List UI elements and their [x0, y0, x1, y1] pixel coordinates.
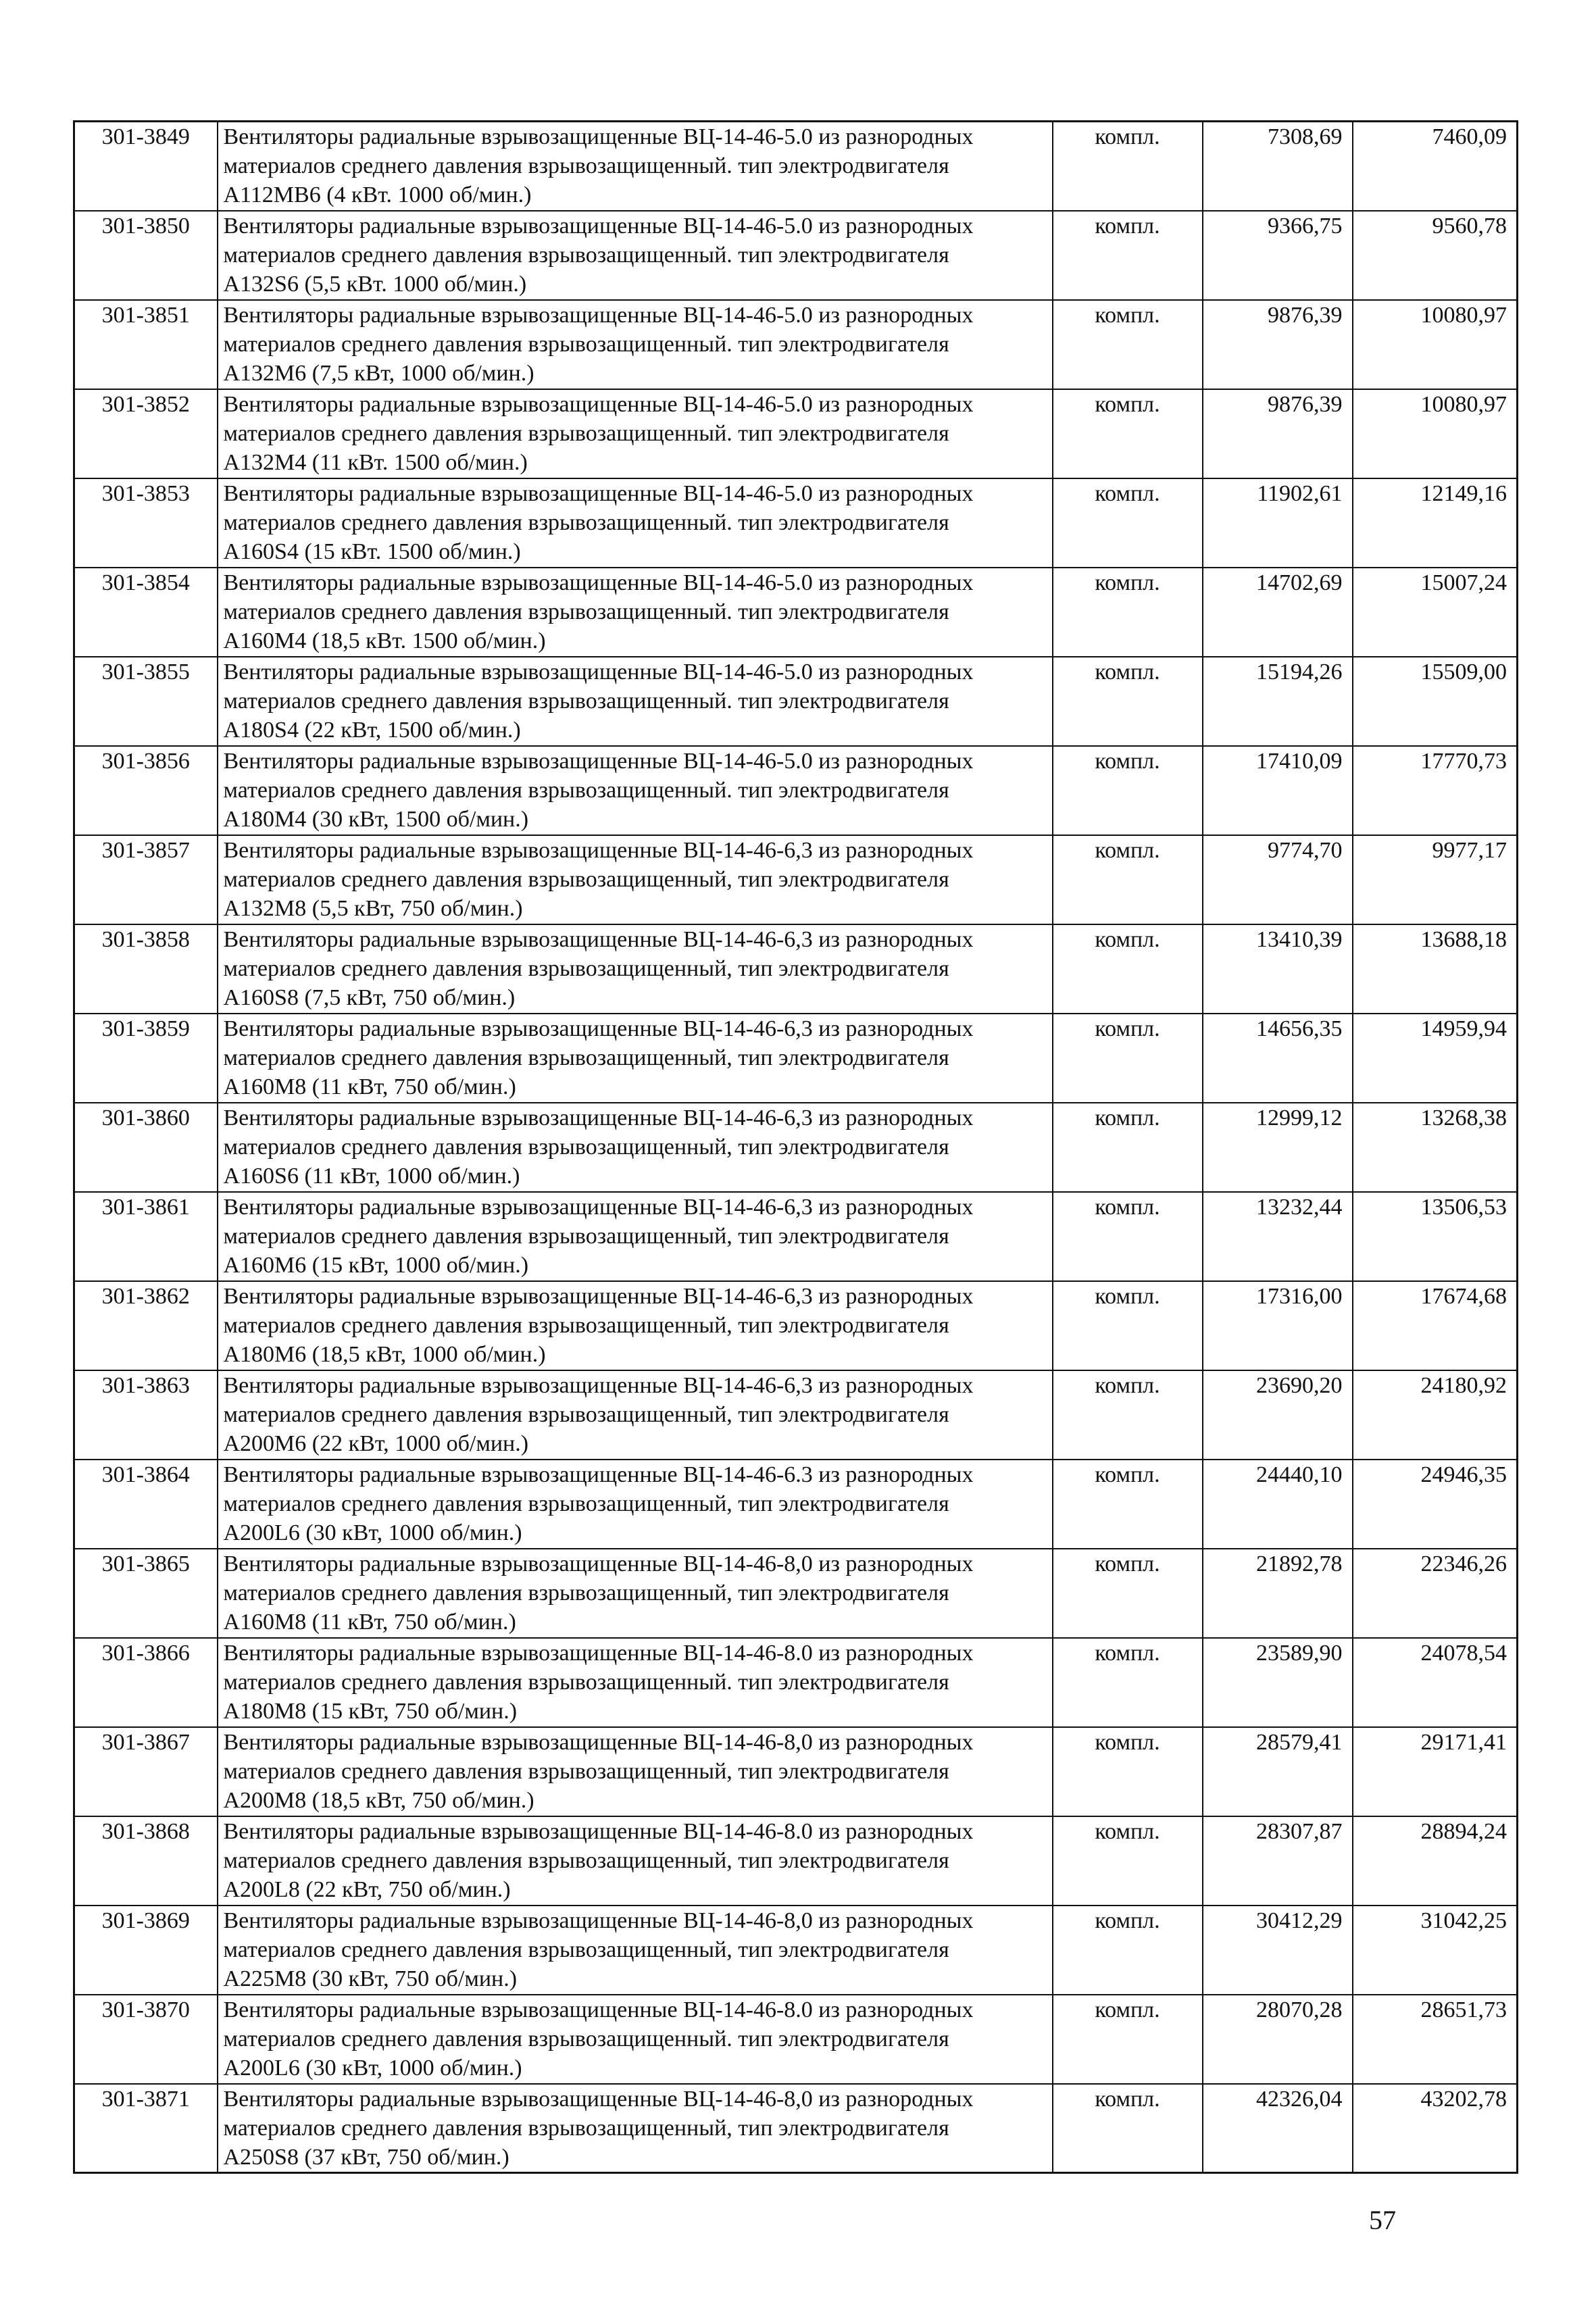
table-row [74, 835, 1518, 924]
unit-cell: компл. [1053, 389, 1203, 478]
description-line: Вентиляторы радиальные взрывозащищенные ВЦ-14-46-5.0 из разнородных [223, 748, 974, 774]
price-cell: 43202,78 [1353, 2084, 1518, 2173]
unit-cell: компл. [1053, 122, 1203, 211]
description-line: Вентиляторы радиальные взрывозащищенные ВЦ-14-46-5.0 из разнородных [223, 302, 974, 328]
description-line: Вентиляторы радиальные взрывозащищенные ВЦ-14-46-5.0 из разнородных [223, 570, 974, 595]
price-cell: 29171,41 [1353, 1727, 1518, 1816]
unit-cell: компл. [1053, 1192, 1203, 1281]
price-cell: 17674,68 [1353, 1281, 1518, 1370]
description-line: А160S8 (7,5 кВт, 750 об/мин.) [223, 985, 516, 1010]
unit-cell: компл. [1053, 1638, 1203, 1727]
price-cell: 24946,35 [1353, 1460, 1518, 1549]
page-number: 57 [1369, 2205, 1396, 2235]
price-cell: 14656,35 [1203, 1014, 1353, 1103]
description-line: А200L6 (30 кВт, 1000 об/мин.) [223, 1520, 522, 1545]
description-line: А112МВ6 (4 кВт. 1000 об/мин.) [223, 182, 532, 207]
item-description-cell [218, 1192, 1053, 1281]
item-code-cell: 301-3870 [74, 1995, 218, 2084]
price-cell: 24180,92 [1353, 1370, 1518, 1460]
unit-cell: компл. [1053, 1370, 1203, 1460]
item-code-cell: 301-3865 [74, 1549, 218, 1638]
description-line: А132S6 (5,5 кВт. 1000 об/мин.) [223, 271, 527, 297]
description-line: Вентиляторы радиальные взрывозащищенные ВЦ-14-46-8,0 из разнородных [223, 1729, 974, 1755]
item-description-cell [218, 1460, 1053, 1549]
price-cell: 23690,20 [1203, 1370, 1353, 1460]
table-row [74, 1281, 1518, 1370]
item-description-cell [218, 122, 1053, 211]
table-row [74, 924, 1518, 1014]
description-line: Вентиляторы радиальные взрывозащищенные ВЦ-14-46-6,3 из разнородных [223, 1372, 974, 1398]
item-code-cell: 301-3859 [74, 1014, 218, 1103]
description-line: А180М4 (30 кВт, 1500 об/мин.) [223, 806, 529, 832]
description-line: материалов среднего давления взрывозащищенный, тип электродвигателя [223, 1937, 949, 1962]
description-line: материалов среднего давления взрывозащищенный. тип электродвигателя [223, 420, 949, 446]
price-cell: 9774,70 [1203, 835, 1353, 924]
price-cell: 24440,10 [1203, 1460, 1353, 1549]
description-line: А180S4 (22 кВт, 1500 об/мин.) [223, 717, 521, 743]
unit-cell: компл. [1053, 1995, 1203, 2084]
description-line: Вентиляторы радиальные взрывозащищенные ВЦ-14-46-8.0 из разнородных [223, 1997, 974, 2022]
item-description-cell [218, 835, 1053, 924]
price-cell: 42326,04 [1203, 2084, 1353, 2173]
table-row [74, 1816, 1518, 1906]
description-line: А180М8 (15 кВт, 750 об/мин.) [223, 1698, 518, 1724]
description-line: А160М4 (18,5 кВт. 1500 об/мин.) [223, 628, 546, 653]
table-row [74, 746, 1518, 835]
item-code-cell: 301-3852 [74, 389, 218, 478]
description-line: Вентиляторы радиальные взрывозащищенные ВЦ-14-46-6,3 из разнородных [223, 1194, 974, 1220]
description-line: Вентиляторы радиальные взрывозащищенные ВЦ-14-46-6,3 из разнородных [223, 837, 974, 863]
table-row [74, 300, 1518, 389]
unit-cell: компл. [1053, 1816, 1203, 1906]
description-line: материалов среднего давления взрывозащищенный, тип электродвигателя [223, 866, 949, 892]
description-line: А132М6 (7,5 кВт, 1000 об/мин.) [223, 360, 534, 386]
item-description-cell [218, 1638, 1053, 1727]
unit-cell: компл. [1053, 2084, 1203, 2173]
table-row [74, 1727, 1518, 1816]
item-code-cell: 301-3864 [74, 1460, 218, 1549]
price-cell: 9876,39 [1203, 389, 1353, 478]
unit-cell: компл. [1053, 657, 1203, 746]
description-line: А250S8 (37 кВт, 750 об/мин.) [223, 2144, 509, 2170]
unit-cell: компл. [1053, 1906, 1203, 1995]
description-line: материалов среднего давления взрывозащищенный, тип электродвигателя [223, 1491, 949, 1516]
description-line: Вентиляторы радиальные взрывозащищенные ВЦ-14-46-8,0 из разнородных [223, 1551, 974, 1576]
description-line: материалов среднего давления взрывозащищенный, тип электродвигателя [223, 955, 949, 981]
description-line: материалов среднего давления взрывозащищенный. тип электродвигателя [223, 777, 949, 803]
price-cell: 12149,16 [1353, 478, 1518, 568]
price-cell: 13688,18 [1353, 924, 1518, 1014]
item-code-cell: 301-3869 [74, 1906, 218, 1995]
description-line: Вентиляторы радиальные взрывозащищенные ВЦ-14-46-5.0 из разнородных [223, 391, 974, 417]
unit-cell: компл. [1053, 1460, 1203, 1549]
description-line: А225М8 (30 кВт, 750 об/мин.) [223, 1966, 518, 1991]
item-code-cell: 301-3858 [74, 924, 218, 1014]
table-row [74, 211, 1518, 300]
item-description-cell [218, 2084, 1053, 2173]
price-cell: 21892,78 [1203, 1549, 1353, 1638]
table-row [74, 1014, 1518, 1103]
price-cell: 7460,09 [1353, 122, 1518, 211]
unit-cell: компл. [1053, 746, 1203, 835]
item-code-cell: 301-3861 [74, 1192, 218, 1281]
table-row [74, 1460, 1518, 1549]
price-cell: 17770,73 [1353, 746, 1518, 835]
description-line: материалов среднего давления взрывозащищенный, тип электродвигателя [223, 1580, 949, 1605]
item-code-cell: 301-3860 [74, 1103, 218, 1192]
item-description-cell [218, 657, 1053, 746]
price-cell: 14702,69 [1203, 568, 1353, 657]
item-description-cell [218, 1103, 1053, 1192]
unit-cell: компл. [1053, 1727, 1203, 1816]
item-description-cell [218, 924, 1053, 1014]
description-line: А200М8 (18,5 кВт, 750 об/мин.) [223, 1787, 534, 1813]
price-table-body [74, 122, 1518, 2173]
item-code-cell: 301-3866 [74, 1638, 218, 1727]
price-cell: 13268,38 [1353, 1103, 1518, 1192]
description-line: материалов среднего давления взрывозащищенный. тип электродвигателя [223, 331, 949, 357]
item-description-cell [218, 478, 1053, 568]
item-code-cell: 301-3863 [74, 1370, 218, 1460]
price-cell: 28894,24 [1353, 1816, 1518, 1906]
table-row [74, 1549, 1518, 1638]
description-line: материалов среднего давления взрывозащищенный. тип электродвигателя [223, 2026, 949, 2051]
price-cell: 28070,28 [1203, 1995, 1353, 2084]
item-description-cell [218, 746, 1053, 835]
price-cell: 9876,39 [1203, 300, 1353, 389]
price-cell: 11902,61 [1203, 478, 1353, 568]
unit-cell: компл. [1053, 1549, 1203, 1638]
price-cell: 9366,75 [1203, 211, 1353, 300]
description-line: Вентиляторы радиальные взрывозащищенные ВЦ-14-46-6,3 из разнородных [223, 926, 974, 952]
item-code-cell: 301-3868 [74, 1816, 218, 1906]
unit-cell: компл. [1053, 211, 1203, 300]
item-description-cell [218, 211, 1053, 300]
price-cell: 9560,78 [1353, 211, 1518, 300]
item-code-cell: 301-3851 [74, 300, 218, 389]
item-code-cell: 301-3855 [74, 657, 218, 746]
description-line: материалов среднего давления взрывозащищенный. тип электродвигателя [223, 509, 949, 535]
description-line: материалов среднего давления взрывозащищенный, тип электродвигателя [223, 1134, 949, 1160]
price-cell: 12999,12 [1203, 1103, 1353, 1192]
item-code-cell: 301-3856 [74, 746, 218, 835]
table-row [74, 122, 1518, 211]
price-cell: 30412,29 [1203, 1906, 1353, 1995]
description-line: А160S4 (15 кВт. 1500 об/мин.) [223, 539, 521, 564]
price-cell: 24078,54 [1353, 1638, 1518, 1727]
item-description-cell [218, 1727, 1053, 1816]
table-row [74, 1103, 1518, 1192]
description-line: материалов среднего давления взрывозащищенный, тип электродвигателя [223, 1401, 949, 1427]
description-line: материалов среднего давления взрывозащищенный, тип электродвигателя [223, 1847, 949, 1873]
price-cell: 17410,09 [1203, 746, 1353, 835]
item-description-cell [218, 300, 1053, 389]
item-code-cell: 301-3867 [74, 1727, 218, 1816]
item-description-cell [218, 1906, 1053, 1995]
item-description-cell [218, 1014, 1053, 1103]
item-code-cell: 301-3849 [74, 122, 218, 211]
description-line: Вентиляторы радиальные взрывозащищенные ВЦ-14-46-8.0 из разнородных [223, 1640, 974, 1666]
description-line: материалов среднего давления взрывозащищенный. тип электродвигателя [223, 1669, 949, 1695]
table-row [74, 2084, 1518, 2173]
price-cell: 23589,90 [1203, 1638, 1353, 1727]
price-cell: 28651,73 [1353, 1995, 1518, 2084]
table-row [74, 568, 1518, 657]
item-code-cell: 301-3854 [74, 568, 218, 657]
description-line: А160S6 (11 кВт, 1000 об/мин.) [223, 1163, 520, 1189]
unit-cell: компл. [1053, 1103, 1203, 1192]
item-description-cell [218, 568, 1053, 657]
description-line: материалов среднего давления взрывозащищенный. тип электродвигателя [223, 688, 949, 714]
description-line: А160М6 (15 кВт, 1000 об/мин.) [223, 1252, 529, 1278]
description-line: Вентиляторы радиальные взрывозащищенные ВЦ-14-46-8,0 из разнородных [223, 1908, 974, 1933]
item-code-cell: 301-3850 [74, 211, 218, 300]
description-line: А200L6 (30 кВт, 1000 об/мин.) [223, 2055, 522, 2081]
description-line: материалов среднего давления взрывозащищенный, тип электродвигателя [223, 1045, 949, 1070]
description-line: Вентиляторы радиальные взрывозащищенные ВЦ-14-46-5.0 из разнородных [223, 480, 974, 506]
unit-cell: компл. [1053, 924, 1203, 1014]
price-cell: 9977,17 [1353, 835, 1518, 924]
price-cell: 10080,97 [1353, 389, 1518, 478]
unit-cell: компл. [1053, 478, 1203, 568]
description-line: Вентиляторы радиальные взрывозащищенные ВЦ-14-46-6,3 из разнородных [223, 1283, 974, 1309]
description-line: Вентиляторы радиальные взрывозащищенные ВЦ-14-46-6,3 из разнородных [223, 1105, 974, 1130]
description-line: Вентиляторы радиальные взрывозащищенные ВЦ-14-46-8.0 из разнородных [223, 1818, 974, 1844]
table-row [74, 1638, 1518, 1727]
item-description-cell [218, 1281, 1053, 1370]
description-line: материалов среднего давления взрывозащищенный, тип электродвигателя [223, 1312, 949, 1338]
item-code-cell: 301-3871 [74, 2084, 218, 2173]
description-line: А132М8 (5,5 кВт, 750 об/мин.) [223, 895, 523, 921]
description-line: Вентиляторы радиальные взрывозащищенные ВЦ-14-46-5.0 из разнородных [223, 124, 974, 149]
price-cell: 13232,44 [1203, 1192, 1353, 1281]
price-table [73, 120, 1518, 2174]
description-line: А200L8 (22 кВт, 750 об/мин.) [223, 1876, 511, 1902]
item-description-cell [218, 1995, 1053, 2084]
description-line: материалов среднего давления взрывозащищенный. тип электродвигателя [223, 242, 949, 268]
item-description-cell [218, 1370, 1053, 1460]
description-line: Вентиляторы радиальные взрывозащищенные ВЦ-14-46-5.0 из разнородных [223, 659, 974, 684]
unit-cell: компл. [1053, 568, 1203, 657]
table-row [74, 657, 1518, 746]
item-description-cell [218, 1816, 1053, 1906]
item-description-cell [218, 1549, 1053, 1638]
price-cell: 13410,39 [1203, 924, 1353, 1014]
description-line: материалов среднего давления взрывозащищенный. тип электродвигателя [223, 599, 949, 624]
price-cell: 15509,00 [1353, 657, 1518, 746]
table-row [74, 478, 1518, 568]
unit-cell: компл. [1053, 1281, 1203, 1370]
price-cell: 22346,26 [1353, 1549, 1518, 1638]
price-cell: 13506,53 [1353, 1192, 1518, 1281]
price-cell: 17316,00 [1203, 1281, 1353, 1370]
item-code-cell: 301-3857 [74, 835, 218, 924]
item-description-cell [218, 389, 1053, 478]
description-line: А132М4 (11 кВт. 1500 об/мин.) [223, 449, 528, 475]
description-line: Вентиляторы радиальные взрывозащищенные ВЦ-14-46-8,0 из разнородных [223, 2086, 974, 2112]
table-row [74, 389, 1518, 478]
description-line: материалов среднего давления взрывозащищенный, тип электродвигателя [223, 1223, 949, 1249]
description-line: А200М6 (22 кВт, 1000 об/мин.) [223, 1430, 529, 1456]
description-line: материалов среднего давления взрывозащищенный, тип электродвигателя [223, 1758, 949, 1784]
price-cell: 14959,94 [1353, 1014, 1518, 1103]
description-line: А160М8 (11 кВт, 750 об/мин.) [223, 1074, 516, 1099]
table-row [74, 1370, 1518, 1460]
description-line: Вентиляторы радиальные взрывозащищенные ВЦ-14-46-5.0 из разнородных [223, 213, 974, 239]
price-cell: 10080,97 [1353, 300, 1518, 389]
description-line: А180М6 (18,5 кВт, 1000 об/мин.) [223, 1341, 546, 1367]
price-cell: 15194,26 [1203, 657, 1353, 746]
item-code-cell: 301-3862 [74, 1281, 218, 1370]
price-cell: 28579,41 [1203, 1727, 1353, 1816]
price-cell: 7308,69 [1203, 122, 1353, 211]
description-line: А160М8 (11 кВт, 750 об/мин.) [223, 1609, 516, 1635]
description-line: Вентиляторы радиальные взрывозащищенные ВЦ-14-46-6,3 из разнородных [223, 1016, 974, 1041]
unit-cell: компл. [1053, 300, 1203, 389]
table-row [74, 1192, 1518, 1281]
price-cell: 15007,24 [1353, 568, 1518, 657]
price-cell: 31042,25 [1353, 1906, 1518, 1995]
unit-cell: компл. [1053, 1014, 1203, 1103]
description-line: материалов среднего давления взрывозащищенный, тип электродвигателя [223, 2115, 949, 2141]
item-code-cell: 301-3853 [74, 478, 218, 568]
price-cell: 28307,87 [1203, 1816, 1353, 1906]
table-row [74, 1906, 1518, 1995]
description-line: Вентиляторы радиальные взрывозащищенные ВЦ-14-46-6.3 из разнородных [223, 1462, 974, 1487]
table-row [74, 1995, 1518, 2084]
unit-cell: компл. [1053, 835, 1203, 924]
description-line: материалов среднего давления взрывозащищенный. тип электродвигателя [223, 153, 949, 178]
